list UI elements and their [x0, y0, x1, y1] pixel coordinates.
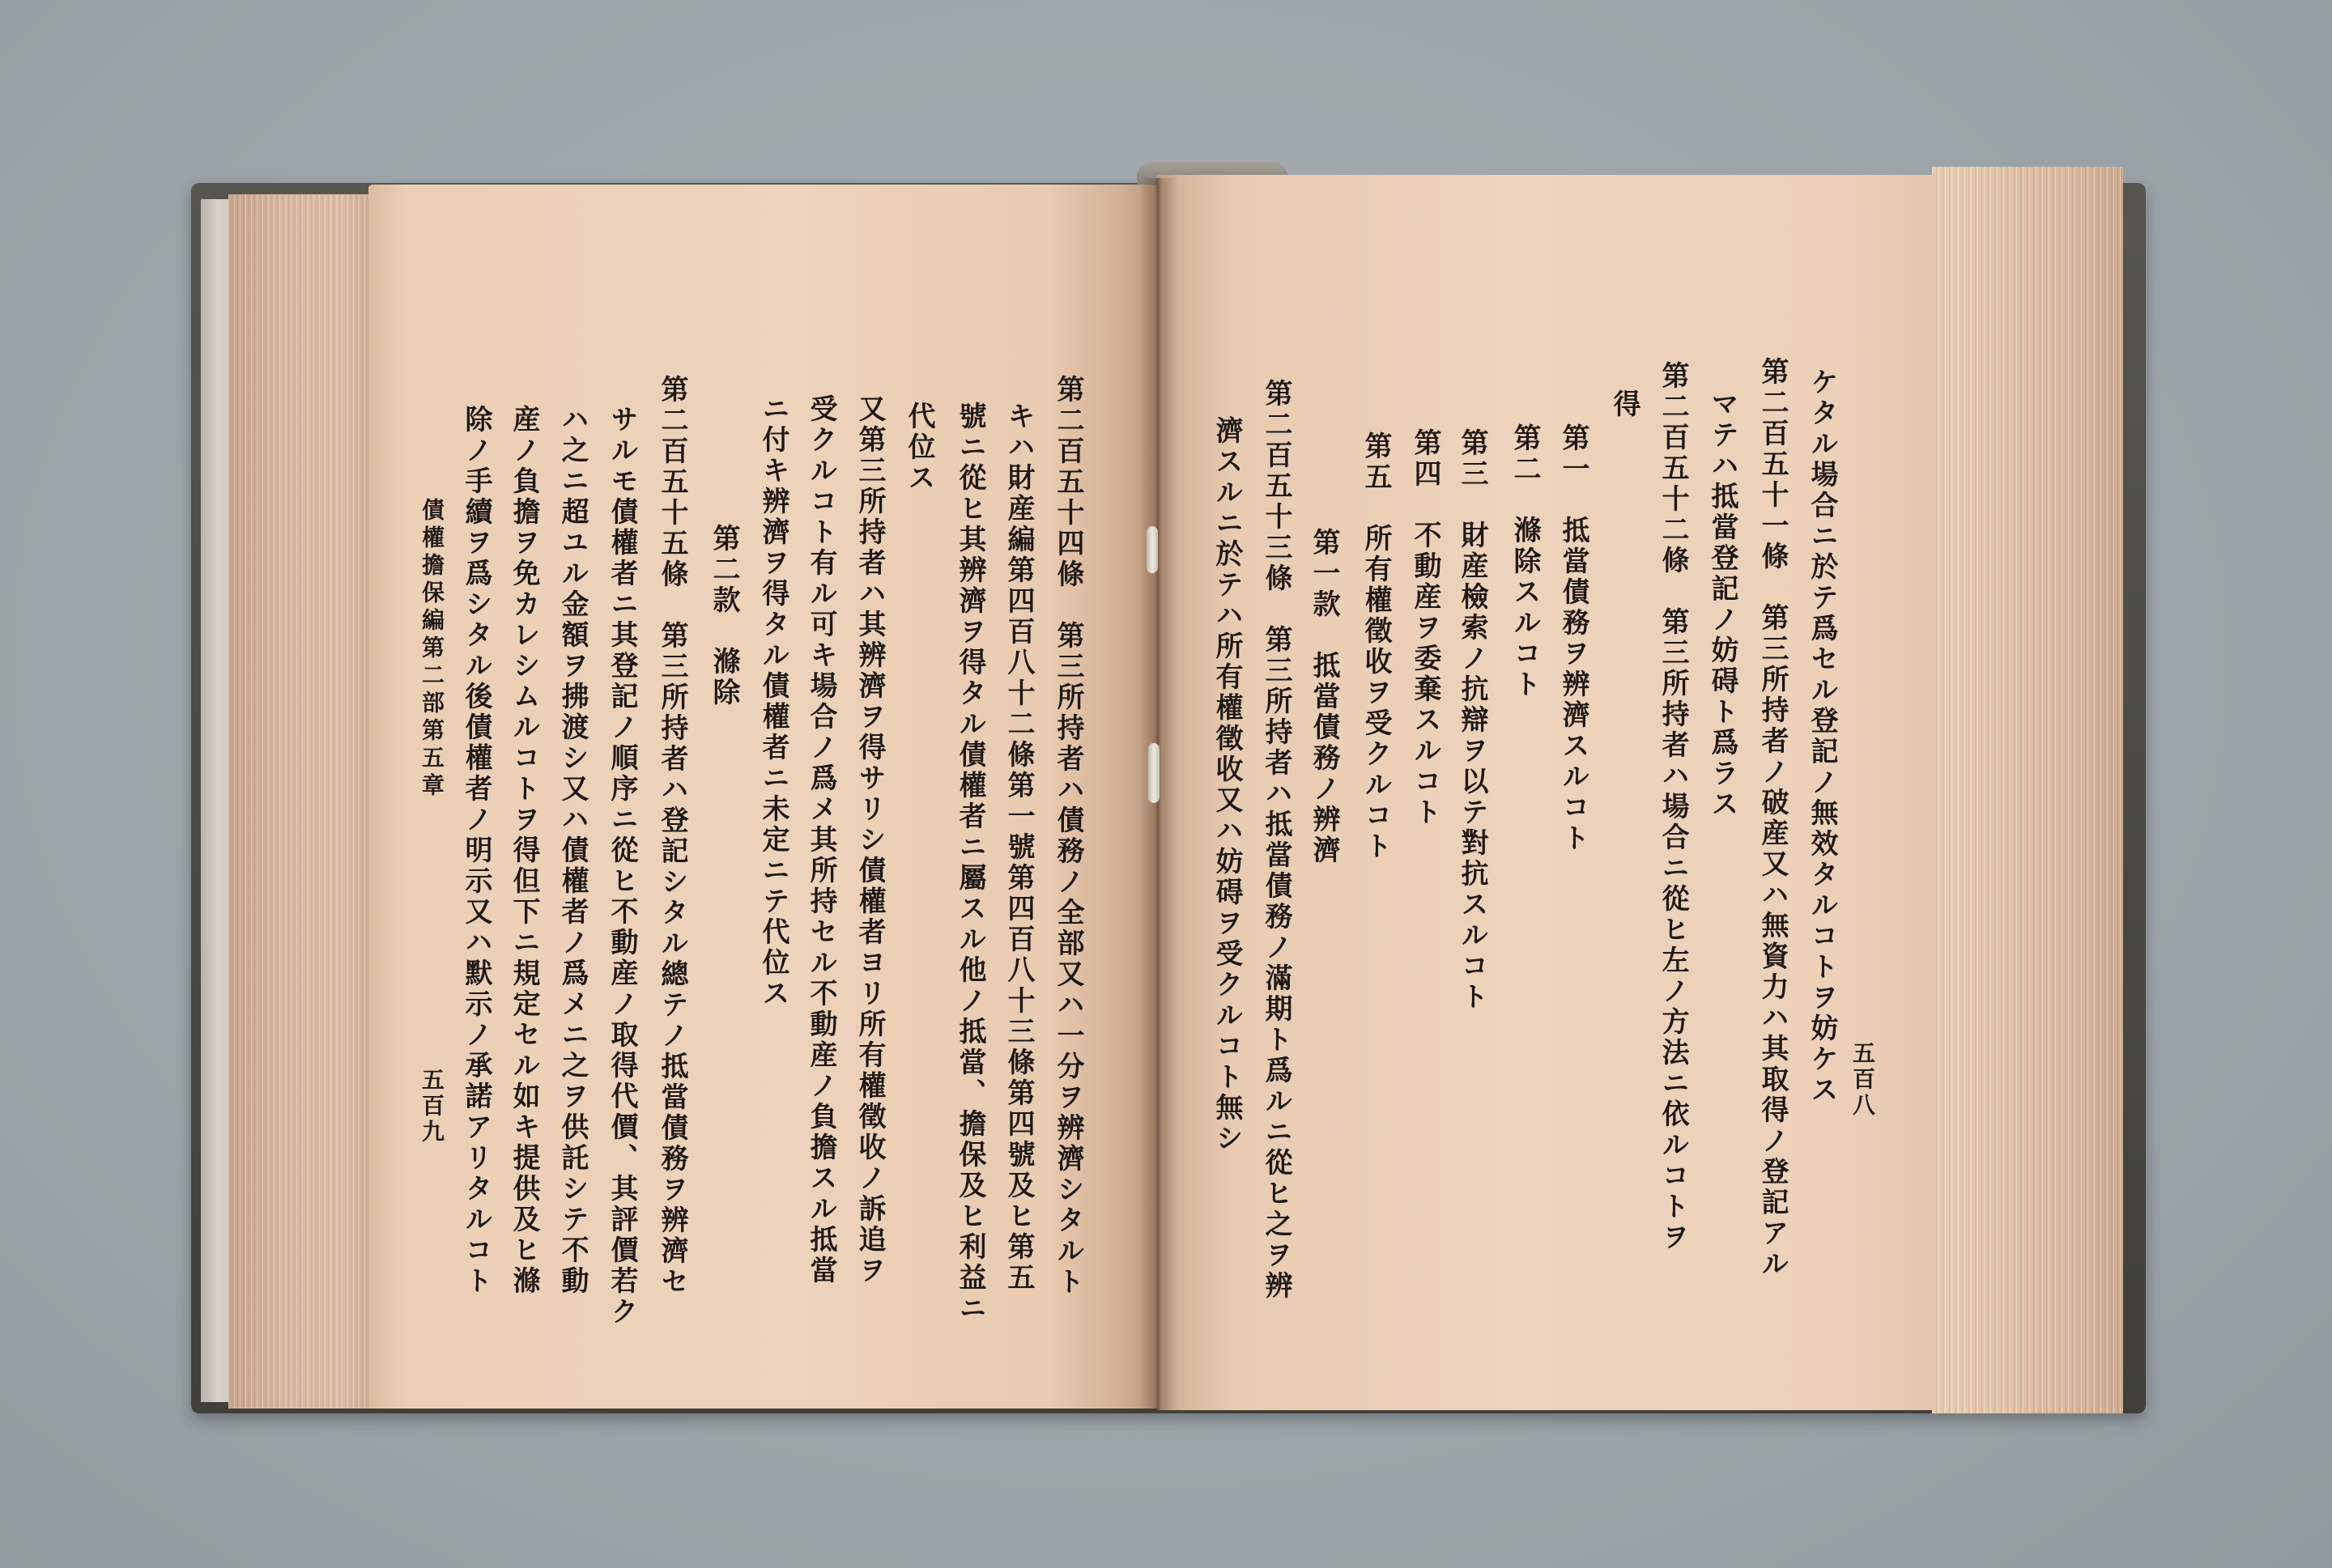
text-column: サルモ債權者ニ其登記ノ順序ニ從ヒ不動産ノ取得代價、其評價若ク	[606, 405, 638, 1328]
left-page-edges	[228, 194, 371, 1409]
text-column: 産ノ負擔ヲ免カレシムルコトヲ得但下ニ規定セル如キ提供及ヒ滌	[508, 405, 540, 1297]
page-number: 五百八	[1849, 1041, 1876, 1119]
article-column: 第二百五十五條 第三所持者ハ登記シタル總テノ抵當債務ヲ辨濟セ	[656, 375, 688, 1298]
text-column: 又第三所持者ハ其辨濟ヲ得サリシ債權者ヨリ所有權徵收ノ訴追ヲ	[853, 394, 886, 1286]
list-item: 第三 財産檢索ノ抗辯ヲ以テ對抗スルコト	[1456, 428, 1488, 1013]
text-column: キハ財産編第四百八十二條第一號第四百八十三條第四號及ヒ第五	[1002, 402, 1035, 1294]
list-item: 第一 抵當債務ヲ辨濟スルコト	[1557, 423, 1589, 854]
text-column: 受クルコト有ル可キ場合ノ爲メ其所持セル不動産ノ負擔スル抵當	[805, 394, 837, 1286]
article-column: 第二百五十三條 第三所持者ハ抵當債務ノ滿期ト爲ルニ從ヒ之ヲ辨	[1260, 379, 1292, 1302]
page-number: 五百九	[419, 1068, 445, 1145]
article-column: 第二百五十一條 第三所持者ノ破産又ハ無資力ハ其取得ノ登記アル	[1756, 357, 1789, 1280]
running-footer: 債權擔保編第二部第五章	[419, 498, 445, 801]
binding-stitch	[1148, 743, 1160, 803]
text-column: ハ之ニ超ユル金額ヲ拂渡シ又ハ債權者ノ爲メニ之ヲ供託シテ不動	[556, 405, 589, 1297]
text-column: 濟スルニ於テハ所有權徵收又ハ妨碍ヲ受クルコト無シ	[1211, 416, 1243, 1154]
text-column: ケタル場合ニ於テ爲セル登記ノ無效タルコトヲ妨ケス	[1806, 368, 1838, 1106]
text-column: 得	[1608, 389, 1640, 420]
list-item: 第五 所有權徵收ヲ受クルコト	[1360, 431, 1392, 862]
text-column: 號ニ從ヒ其辨濟ヲ得タル債權者ニ屬スル他ノ抵當、擔保及ヒ利益ニ	[954, 402, 986, 1324]
text-column: マテハ抵當登記ノ妨碍ト爲ラス	[1706, 389, 1738, 820]
right-page-edges	[1932, 167, 2123, 1413]
text-column: 除ノ手續ヲ爲シタル後債權者ノ明示又ハ默示ノ承諾アリタルコト	[460, 405, 492, 1297]
text-column: ニ付キ辨濟ヲ得タル債權者ニ未定ニテ代位ス	[757, 394, 789, 1009]
section-heading: 第一款 抵當債務ノ辨濟	[1308, 528, 1340, 866]
article-column: 第二百五十二條 第三所持者ハ場合ニ從ヒ左ノ方法ニ依ルコトヲ	[1657, 361, 1689, 1253]
binding-stitch	[1147, 526, 1158, 573]
list-item: 第四 不動産ヲ委棄スルコト	[1409, 428, 1441, 828]
list-item: 第二 滌除スルコト	[1509, 423, 1541, 700]
section-heading: 第二款 滌除	[708, 524, 740, 708]
text-column: 代位ス	[903, 402, 935, 494]
article-column: 第二百五十四條 第三所持者ハ債務ノ全部又ハ一分ヲ辨濟シタルト	[1052, 375, 1084, 1298]
